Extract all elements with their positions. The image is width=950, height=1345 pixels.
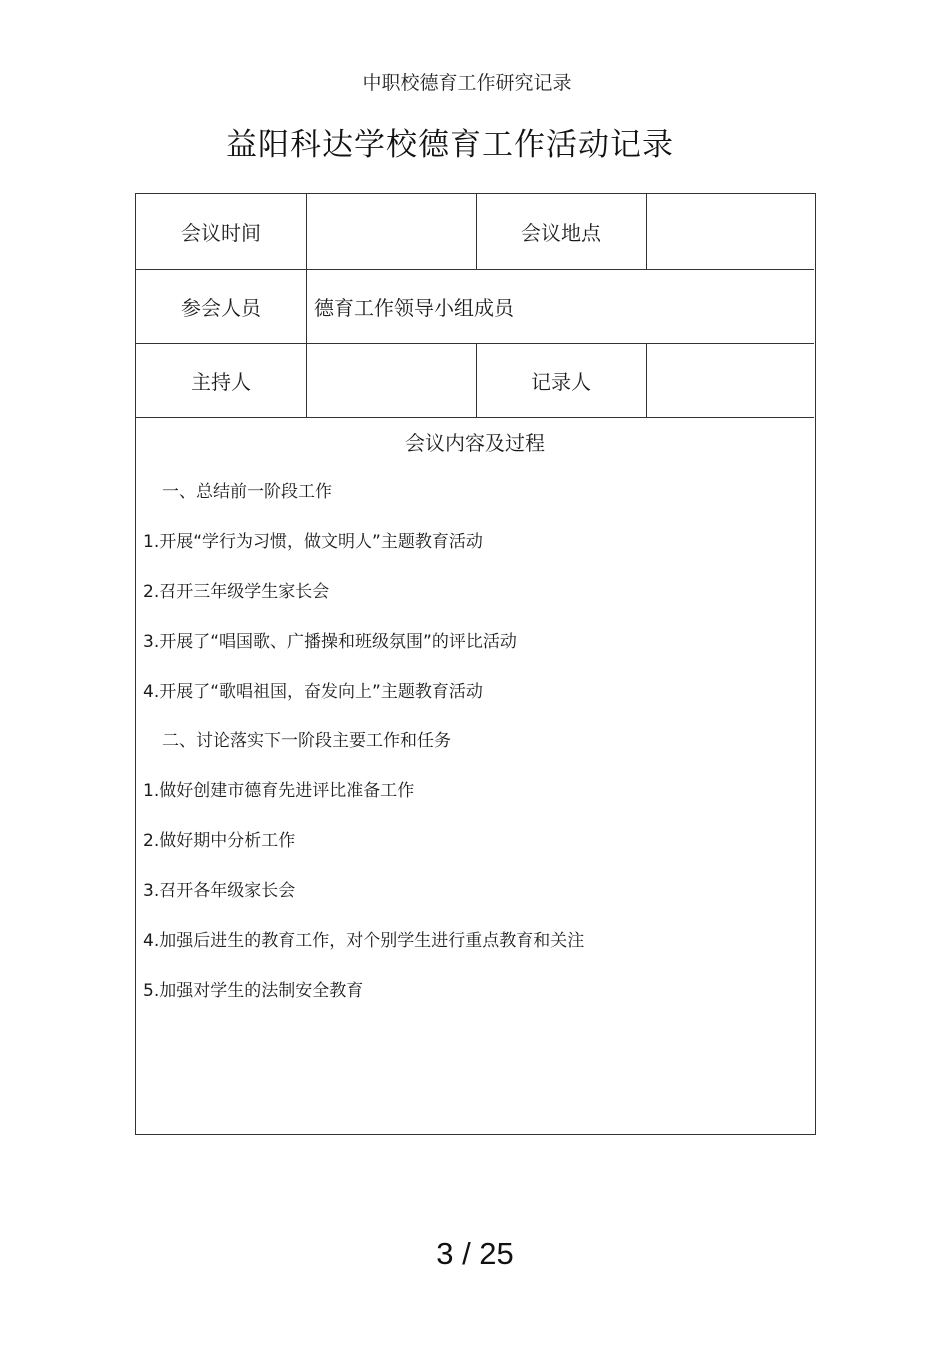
meeting-place-value [646, 194, 814, 269]
content-title: 会议内容及过程 [405, 431, 545, 455]
page-number: 3 / 25 [436, 1236, 514, 1271]
list-item: 4.开展了“歌唱祖国，奋发向上”主题教育活动 [143, 682, 483, 702]
attendees-value: 德育工作领导小组成员 [314, 295, 514, 320]
attendees-label: 参会人员 [136, 269, 307, 343]
list-item: 2.做好期中分析工作 [143, 831, 296, 851]
list-item: 3.开展了“唱国歌、广播操和班级氛围”的评比活动 [143, 632, 517, 652]
meeting-time-label: 会议时间 [136, 194, 307, 269]
list-item: 5.加强对学生的法制安全教育 [143, 981, 364, 1001]
host-value [306, 343, 477, 417]
table-row-time-place [136, 194, 814, 270]
recorder-label: 记录人 [476, 343, 647, 417]
running-header: 中职校德育工作研究记录 [362, 72, 572, 94]
meeting-content-section [136, 417, 814, 1133]
meeting-place-label: 会议地点 [476, 194, 647, 269]
host-label: 主持人 [136, 343, 307, 417]
table-row-attendees [136, 269, 814, 344]
list-item: 2.召开三年级学生家长会 [143, 582, 330, 602]
list-item: 1.做好创建市德育先进评比准备工作 [143, 781, 415, 801]
document-title: 益阳科达学校德育工作活动记录 [226, 127, 674, 163]
list-item: 3.召开各年级家长会 [143, 881, 296, 901]
section-heading: 二、讨论落实下一阶段主要工作和任务 [162, 731, 451, 751]
recorder-value [646, 343, 814, 417]
record-table [135, 193, 816, 1135]
meeting-time-value [306, 194, 477, 269]
table-row-host-recorder [136, 343, 814, 418]
section-heading: 一、总结前一阶段工作 [162, 482, 332, 502]
list-item: 4.加强后进生的教育工作，对个别学生进行重点教育和关注 [143, 931, 585, 951]
list-item: 1.开展“学行为习惯，做文明人”主题教育活动 [143, 532, 483, 552]
